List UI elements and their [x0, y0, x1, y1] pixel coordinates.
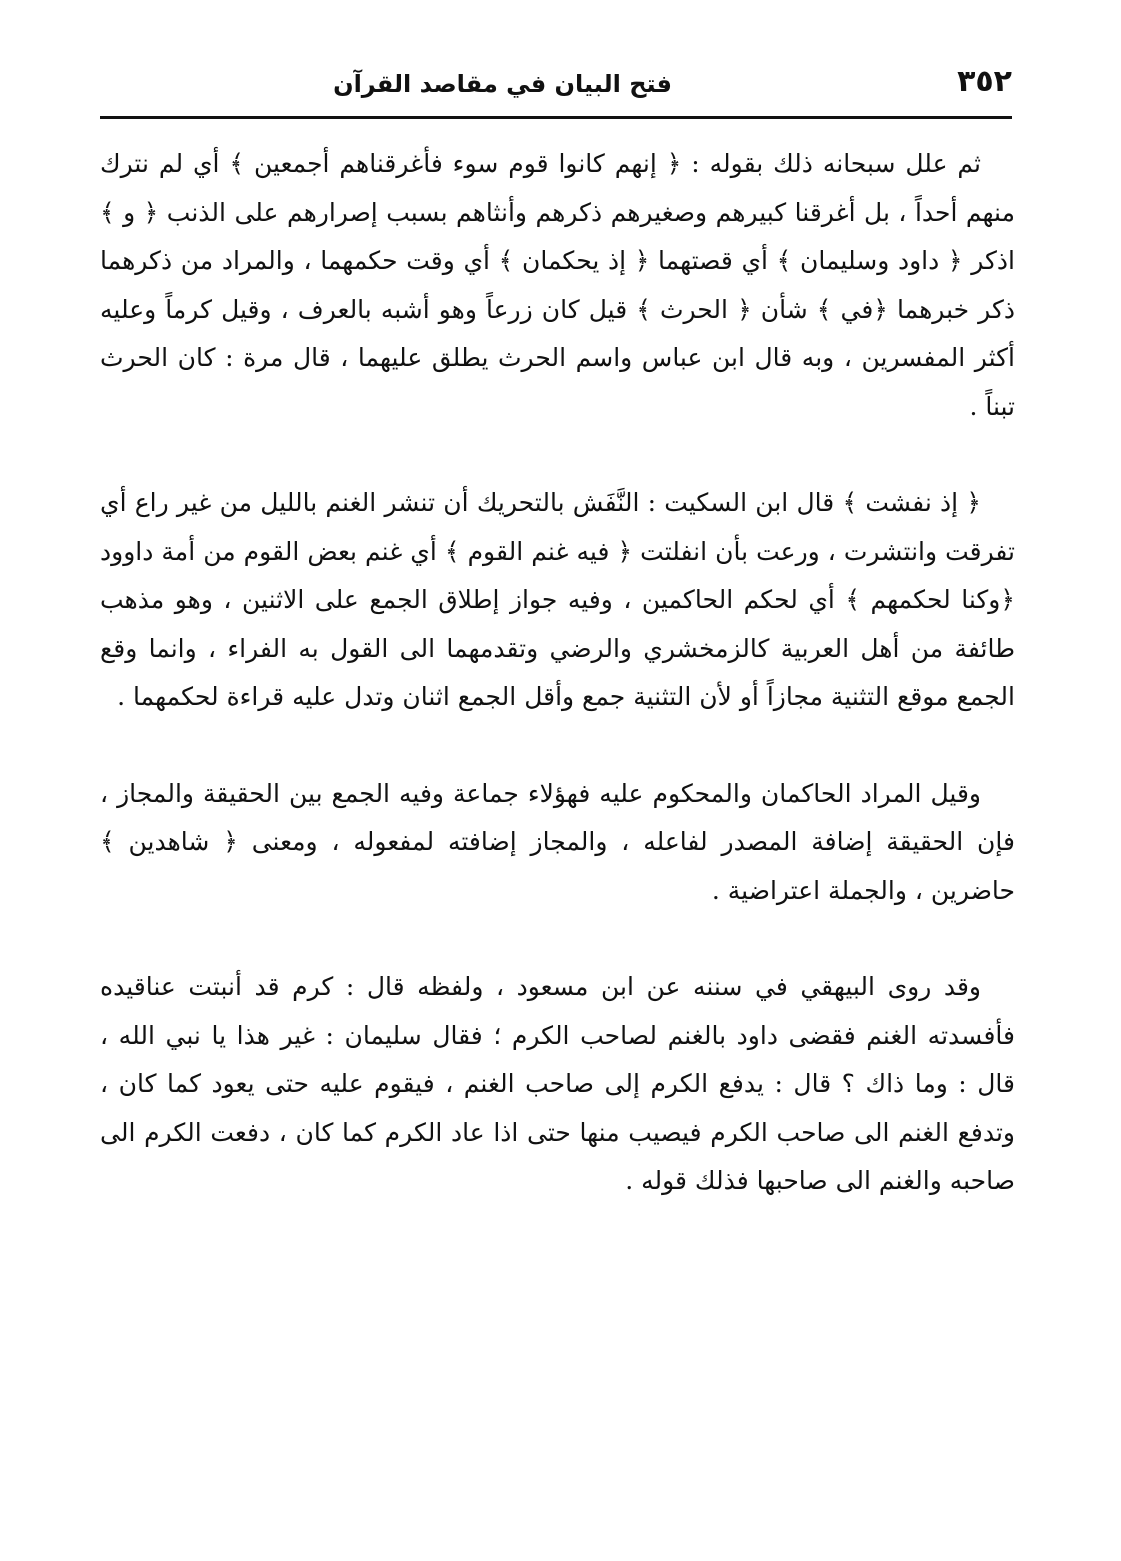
main-text — [100, 140, 1015, 1206]
page-header — [100, 62, 1012, 112]
paragraph-2: ﴿ إذ نفشت ﴾ قال ابن السكيت : النَّفَش بالتحريك أن تنشر الغنم بالليل من غير راع أي تفرقت وانتشرت ، ورعت بأن انفلتت ﴿ فيه غنم القوم ﴾ أي غنم بعض القوم من أمة داوود ﴿وكنا لحكمهم ﴾ أي لحكم الحاكمين ، وفيه جواز إطلاق الجمع على الاثنين ، وهو مذهب طائفة من أهل العربية كالزمخشري والرضي وتقدمهما الى القول به الفراء ، وانما وقع الجمع موقع التثنية مجازاً أو لأن التثنية جمع وأقل الجمع اثنان وتدل عليه قراءة لحكمهما . — [100, 488, 1015, 711]
paragraph-3: وقيل المراد الحاكمان والمحكوم عليه فهؤلاء جماعة وفيه الجمع بين الحقيقة والمجاز ، فإن الحقيقة إضافة المصدر لفاعله ، والمجاز إضافته لمفعوله ، ومعنى ﴿ شاهدين ﴾ حاضرين ، والجملة اعتراضية . — [100, 778, 1015, 905]
paragraph-4: وقد روى البيهقي في سننه عن ابن مسعود ، ولفظه قال : كرم قد أنبتت عناقيده فأفسدته الغنم فقضى داود بالغنم لصاحب الكرم ؛ فقال سليمان : غير هذا يا نبي الله ، قال : وما ذاك ؟ قال : يدفع الكرم إلى صاحب الغنم ، فيقوم عليه حتى يعود كما كان ، وتدفع الغنم الى صاحب الكرم فيصيب منها حتى اذا عاد الكرم كما كان ، دفعت الكرم الى صاحبه والغنم الى صاحبها فذلك قوله . — [100, 972, 1015, 1195]
header-divider — [100, 116, 1012, 119]
running-title: فتح البيان في مقاصد القرآن — [333, 70, 672, 98]
paragraph-1: ثم علل سبحانه ذلك بقوله : ﴿ إنهم كانوا قوم سوء فأغرقناهم أجمعين ﴾ أي لم نترك منهم أحداً ، بل أغرقنا كبيرهم وصغيرهم ذكرهم وأنثاهم بسبب إصرارهم على الذنب ﴿ و ﴾ اذكر ﴿ داود وسليمان ﴾ أي قصتهما ﴿ إذ يحكمان ﴾ أي وقت حكمهما ، والمراد من ذكرهما ذكر خبرهما ﴿في ﴾ شأن ﴿ الحرث ﴾ قيل كان زرعاً وهو أشبه بالعرف ، وقيل كرماً وعليه أكثر المفسرين ، وبه قال ابن عباس واسم الحرث يطلق عليهما ، قال مرة : كان الحرث تبناً . — [100, 149, 1015, 421]
page-number: ٣٥٢ — [957, 64, 1012, 99]
